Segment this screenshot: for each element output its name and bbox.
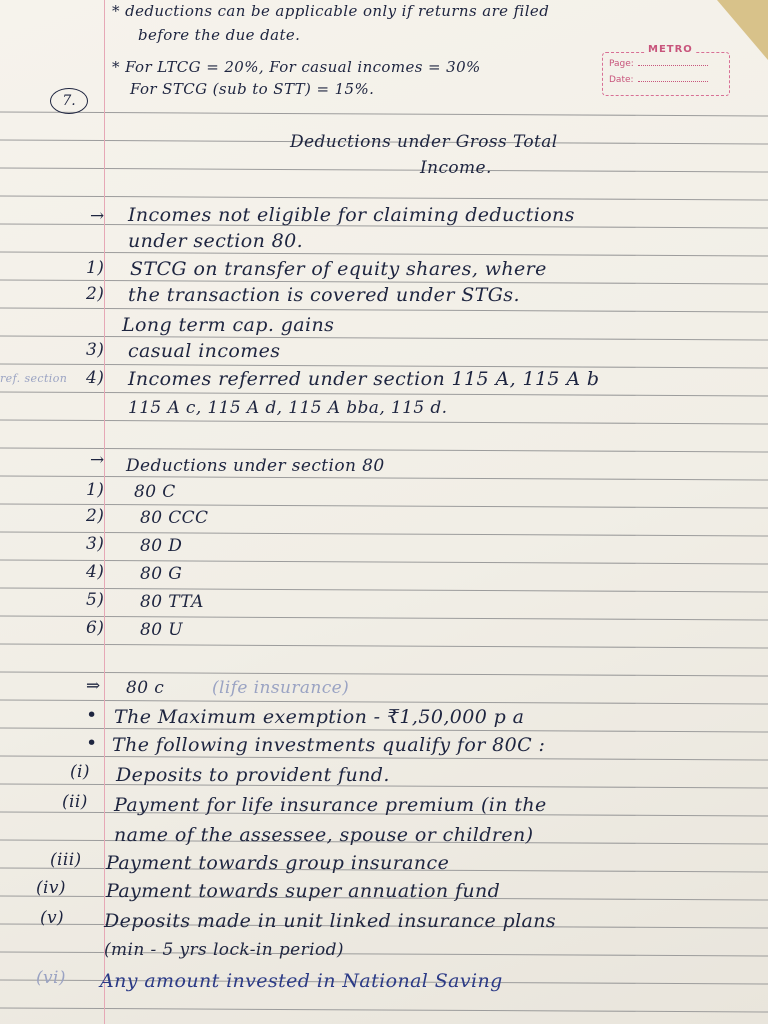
ne-item-3: casual incomes [128, 340, 281, 362]
ded-item-6: 80 U [140, 620, 183, 640]
ne-item-1: STCG on transfer of equity shares, where [130, 258, 547, 280]
not-eligible-heading2: under section 80. [128, 230, 304, 252]
rule-line [0, 560, 768, 564]
ded-num-1: 1) [86, 480, 105, 500]
rule-line [0, 672, 768, 676]
top-note-line1: * deductions can be applicable only if returns are filed [112, 2, 550, 20]
rule-line [0, 112, 768, 116]
double-arrow-icon: ⇒ [86, 676, 101, 696]
sec80c-heading: 80 c [126, 678, 165, 698]
ded-item-3: 80 D [140, 536, 183, 556]
rule-line [0, 616, 768, 620]
rule-line [0, 756, 768, 760]
rule-line [0, 644, 768, 648]
top-note-line4: For STCG (sub to STT) = 15%. [130, 80, 375, 98]
ded-item-5: 80 TTA [140, 592, 204, 612]
rule-line [0, 588, 768, 592]
bullet-icon-1: • [86, 704, 98, 726]
ded-item-4: 80 G [140, 564, 183, 584]
arrow-icon-2: → [90, 450, 105, 470]
rule-line [0, 252, 768, 256]
c-item-1: Deposits to provident fund. [116, 764, 390, 786]
ded-num-6: 6) [86, 618, 105, 638]
rule-line [0, 308, 768, 312]
margin-note: ref. section [0, 372, 68, 385]
rule-line [0, 700, 768, 704]
rule-line [0, 1008, 768, 1012]
rule-line [0, 728, 768, 732]
ne-num-4: 4) [86, 368, 105, 388]
title-line2: Income. [420, 158, 492, 178]
deductions-heading: Deductions under section 80 [126, 456, 385, 476]
ded-num-4: 4) [86, 562, 105, 582]
page-date-stamp [602, 44, 730, 96]
bullet-icon-2: • [86, 732, 98, 754]
bullet-2: The following investments qualify for 80C : [112, 734, 546, 756]
ne-item-2: the transaction is covered under STGs. [128, 284, 520, 306]
rule-line [0, 336, 768, 340]
rule-line [0, 196, 768, 200]
rule-line [0, 392, 768, 396]
bullet-1: The Maximum exemption - ₹1,50,000 p a [114, 706, 525, 728]
c-item-2: Payment for life insurance premium (in the [114, 794, 547, 816]
c-item-6: Any amount invested in National Saving [100, 970, 503, 992]
arrow-icon: → [90, 206, 105, 226]
c-item-5b: (min - 5 yrs lock-in period) [104, 940, 344, 960]
c-num-1: (i) [70, 762, 90, 782]
stamp-date-label: Date: [609, 75, 634, 85]
c-item-5: Deposits made in unit linked insurance plans [104, 910, 557, 932]
c-item-2b: name of the assessee, spouse or children) [114, 824, 534, 846]
c-item-3: Payment towards group insurance [106, 852, 450, 874]
ne-num-2: 2) [86, 284, 105, 304]
rule-line [0, 476, 768, 480]
c-num-6: (vi) [36, 968, 66, 988]
stamp-page-label: Page: [609, 59, 634, 69]
c-num-5: (v) [40, 908, 65, 928]
rule-line [0, 504, 768, 508]
stamp-brand: METRO [645, 44, 696, 55]
ne-num-1: 1) [86, 258, 105, 278]
rule-line [0, 448, 768, 452]
ne-item-4: Incomes referred under section 115 A, 115 A b [128, 368, 600, 390]
section-number: 7. [50, 88, 88, 114]
ded-num-2: 2) [86, 506, 105, 526]
c-num-3: (iii) [50, 850, 82, 870]
ne-item-2b: Long term cap. gains [122, 314, 335, 336]
ded-num-5: 5) [86, 590, 105, 610]
c-num-2: (ii) [62, 792, 88, 812]
title-line1: Deductions under Gross Total [290, 132, 558, 152]
not-eligible-heading1: Incomes not eligible for claiming deductions [128, 204, 575, 226]
rule-line [0, 532, 768, 536]
top-note-line3: * For LTCG = 20%, For casual incomes = 30% [112, 58, 481, 76]
ne-num-3: 3) [86, 340, 105, 360]
top-note-line2: before the due date. [138, 26, 301, 44]
c-num-4: (iv) [36, 878, 66, 898]
c-item-4: Payment towards super annuation fund [106, 880, 501, 902]
ne-item-4b: 115 A c, 115 A d, 115 A bba, 115 d. [128, 398, 448, 418]
rule-line [0, 420, 768, 424]
ded-item-1: 80 C [134, 482, 176, 502]
sec80c-note: (life insurance) [212, 678, 350, 698]
ded-num-3: 3) [86, 534, 105, 554]
rule-line [0, 168, 768, 172]
ded-item-2: 80 CCC [140, 508, 209, 528]
